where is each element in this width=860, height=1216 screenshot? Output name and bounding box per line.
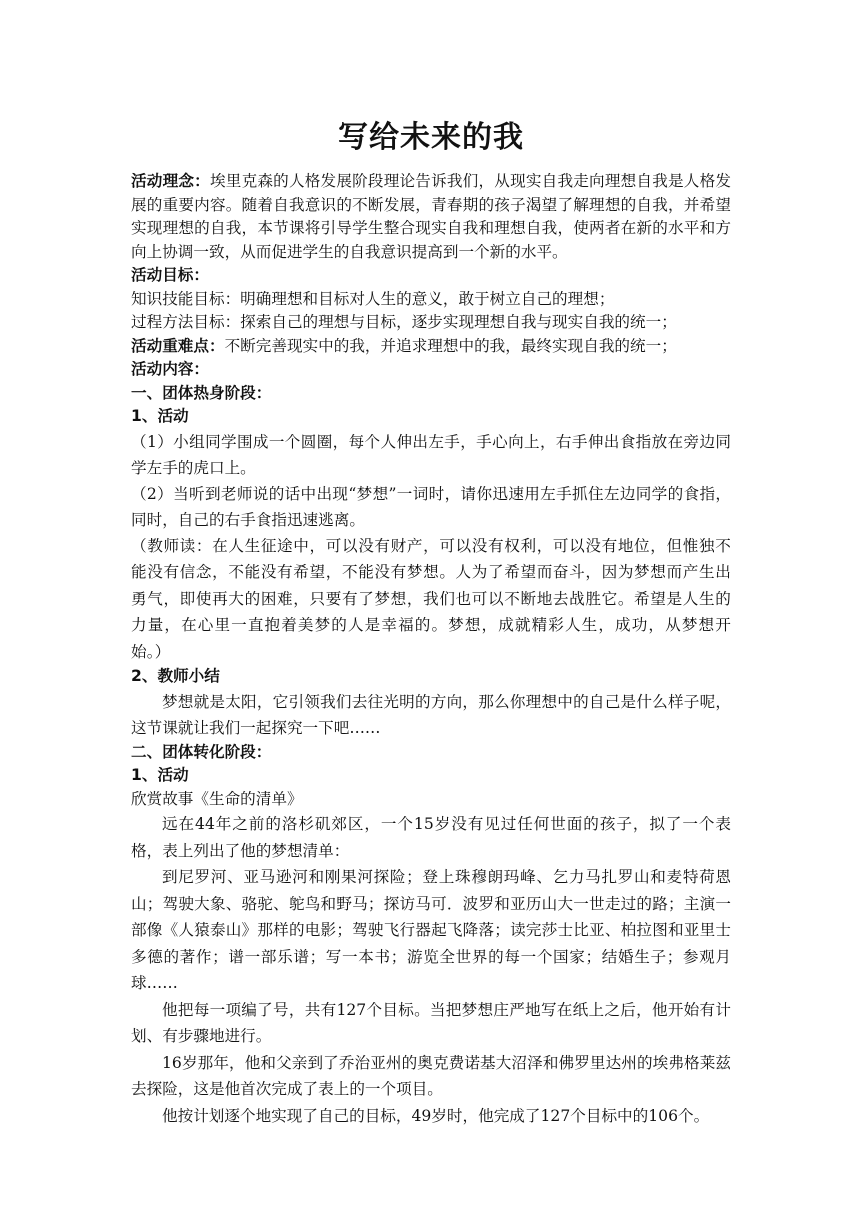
story-paragraph: 他把每一项编了号，共有127个目标。当把梦想庄严地写在纸上之后，他开始有计划、有步骤地进行。	[131, 1000, 731, 1045]
content-heading: 活动内容：	[131, 360, 209, 378]
key-point	[131, 335, 731, 359]
key-point-text: 不断完善现实中的我，并追求理想中的我，最终实现自我的统一；	[224, 336, 677, 355]
stage2-activity-heading: 1、活动	[131, 766, 189, 784]
stage2-heading: 二、团体转化阶段：	[131, 742, 272, 761]
activity-concept-text: 埃里克森的人格发展阶段理论告诉我们，从现实自我走向理想自我是人格发展的重要内容。随着自我意识的不断发展，青春期的孩子渴望了解理想的自我，并希望实现理想的自我，本节课将引导学生整合现实自我和理想自我，使两者在新的水平和方向上协调一致，从而促进学生的自我意识提高到一个新的水平。	[131, 172, 731, 261]
stage1-summary: 梦想就是太阳，它引领我们去往光明的方向，那么你理想中的自己是什么样子呢，这节课就让我们一起探究一下吧……	[131, 692, 731, 737]
stage1-step2: （2）当听到老师说的话中出现“梦想”一词时，请你迅速用左手抓住左边同学的食指，同时，自己的右手食指迅速逃离。	[131, 484, 731, 529]
document-body	[131, 118, 731, 1129]
stage1-heading: 一、团体热身阶段：	[131, 383, 272, 402]
activity-concept	[131, 170, 731, 264]
story-paragraph: 远在44年之前的洛杉矶郊区，一个15岁没有见过任何世面的孩子，拟了一个表格，表上列出了他的梦想清单：	[131, 815, 731, 860]
goal-process: 过程方法目标：探索自己的理想与目标，逐步实现理想自我与现实自我的统一；	[131, 313, 677, 331]
stage1-activity-heading: 1、活动	[131, 407, 189, 425]
goal-knowledge: 知识技能目标：明确理想和目标对人生的意义，敢于树立自己的理想；	[131, 289, 615, 308]
story-paragraph: 16岁那年，他和父亲到了乔治亚州的奥克费诺基大沼泽和佛罗里达州的埃弗格莱兹去探险，这是他首次完成了表上的一个项目。	[131, 1053, 731, 1098]
story-paragraph: 到尼罗河、亚马逊河和刚果河探险；登上珠穆朗玛峰、乞力马扎罗山和麦特荷恩山；驾驶大象、骆驼、鸵鸟和野马；探访马可．波罗和亚历山大一世走过的路；主演一部像《人猿泰山》那样的电影；驾驶飞行器起飞降落；读完莎士比亚、柏拉图和亚里士多德的著作；谱一部乐谱；写一本书；游览全世界的每一个国家；结婚生子；参观月球……	[131, 868, 731, 992]
document-title: 写给未来的我	[338, 120, 524, 155]
stage1-summary-heading: 2、教师小结	[131, 667, 220, 685]
story-title: 欣赏故事《生命的清单》	[131, 789, 303, 808]
goals-heading: 活动目标：	[131, 266, 209, 284]
stage1-step1: （1）小组同学围成一个圆圈，每个人伸出左手，手心向上，右手伸出食指放在旁边同学左手的虎口上。	[131, 432, 731, 477]
teacher-reading: （教师读：在人生征途中，可以没有财产，可以没有权利，可以没有地位，但惟独不能没有信念，不能没有希望，不能没有梦想。人为了希望而奋斗，因为梦想而产生出勇气，即使再大的困难，只要有了梦想，我们也可以不断地去战胜它。希望是人生的力量，在心里一直抱着美梦的人是幸福的。梦想，成就精彩人生，成功，从梦想开始。）	[131, 536, 731, 661]
key-point-label: 活动重难点：	[131, 336, 225, 355]
story-paragraph: 他按计划逐个地实现了自己的目标，49岁时，他完成了127个目标中的106个。	[162, 1106, 710, 1125]
activity-concept-label: 活动理念：	[131, 172, 210, 190]
